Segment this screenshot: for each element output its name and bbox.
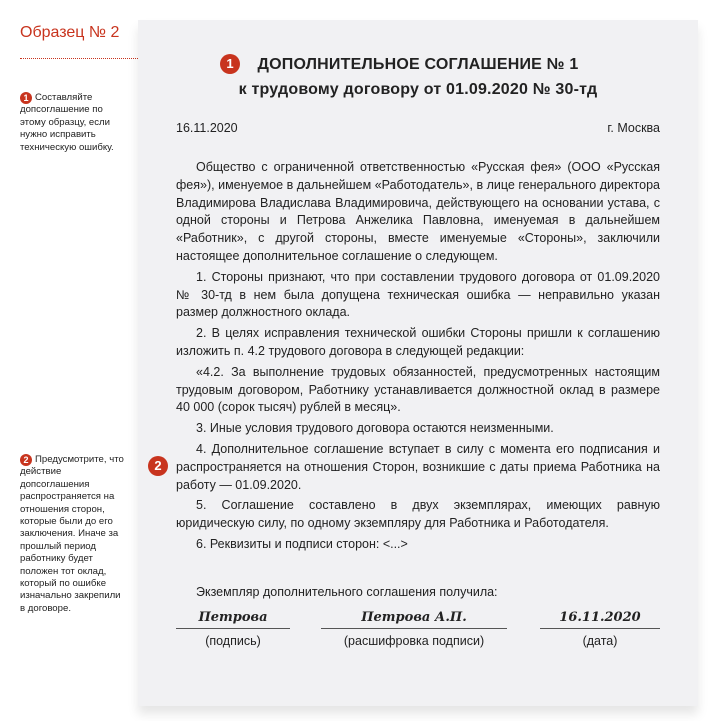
sidebar-divider	[20, 58, 138, 59]
sidebar-note-2	[20, 454, 128, 615]
signature-decoding-value: Петрова А.П.	[321, 610, 507, 629]
document-city: г. Москва	[607, 121, 660, 135]
note-2-badge: 2	[20, 454, 32, 466]
sidebar-note-1	[20, 92, 128, 154]
document-page	[138, 20, 698, 706]
paragraph-4-marker-badge: 2	[148, 456, 168, 476]
document-date: 16.11.2020	[176, 121, 238, 135]
document-title: ДОПОЛНИТЕЛЬНОЕ СОГЛАШЕНИЕ № 1	[257, 56, 579, 73]
paragraph-2-quote: «4.2. За выполнение трудовых обязанностей, предусмотренных настоящим трудовым договором, Работнику устанавливается должностной оклад в размере 40 000 (сорок тысяч) рублей в месяц».	[176, 364, 660, 415]
paragraph-6: 6. Реквизиты и подписи сторон: <...>	[196, 536, 408, 551]
paragraph-2: 2. В целях исправления технической ошибки Стороны пришли к соглашению изложить п. 4.2 трудового договора в следующей редакции:	[176, 326, 660, 358]
signature-date-label: (дата)	[582, 634, 618, 648]
paragraph-3: 3. Иные условия трудового договора остаются неизменными.	[196, 421, 554, 436]
note-1-text: Составляйте допсоглашение по этому образцу, если нужно исправить техническую ошибку.	[20, 92, 114, 153]
signature-decoding-field	[321, 610, 507, 648]
signature-date-field	[540, 610, 660, 648]
document-body	[176, 159, 660, 557]
paragraph-5: 5. Соглашение составлено в двух экземплярах, имеющих равную юридическую силу, по одному экземпляру для Работника и Работодателя.	[176, 498, 660, 531]
paragraph-4: 4. Дополнительное соглашение вступает в силу с момента его подписания и распространяется на отношения Сторон, возникшие с даты приема Работника на работу — 01.09.2020.	[176, 441, 660, 492]
title-marker-badge: 1	[220, 54, 240, 74]
signature-date-value: 16.11.2020	[540, 610, 660, 629]
signature-field	[176, 610, 290, 648]
document-subtitle: к трудовому договору от 01.09.2020 № 30-тд	[238, 81, 598, 98]
note-1-badge: 1	[20, 92, 32, 104]
signature-label: (подпись)	[205, 634, 261, 648]
receipt-statement: Экземпляр дополнительного соглашения получила:	[196, 585, 498, 599]
note-2-text: Предусмотрите, что действие допсоглашения распространяется на отношения сторон, которые были до его заключения. Иначе за прошлый период работнику будет положен тот оклад, который по ошибке изначально закрепили в договоре.	[20, 454, 124, 614]
signature-value: Петрова	[176, 610, 290, 629]
signature-decoding-label: (расшифровка подписи)	[343, 634, 485, 648]
sample-title: Образец № 2	[20, 24, 120, 41]
paragraph-1: 1. Стороны признают, что при составлении трудового договора от 01.09.2020 № 30-тд в нем была допущена техническая ошибка — неправильно указан размер должностного оклада.	[176, 269, 660, 320]
paragraph-intro: Общество с ограниченной ответственностью «Русская фея» (ООО «Русская фея»), именуемое в дальнейшем «Работодатель», в лице генерального директора Владимирова Владислава Владимировича, действующего на основании устава, с одной стороны и Петрова Анжелика Павловна, именуемая в дальнейшем «Работник», с другой стороны, вместе именуемые «Стороны», заключили настоящее дополнительное соглашение о следующем.	[176, 160, 660, 263]
